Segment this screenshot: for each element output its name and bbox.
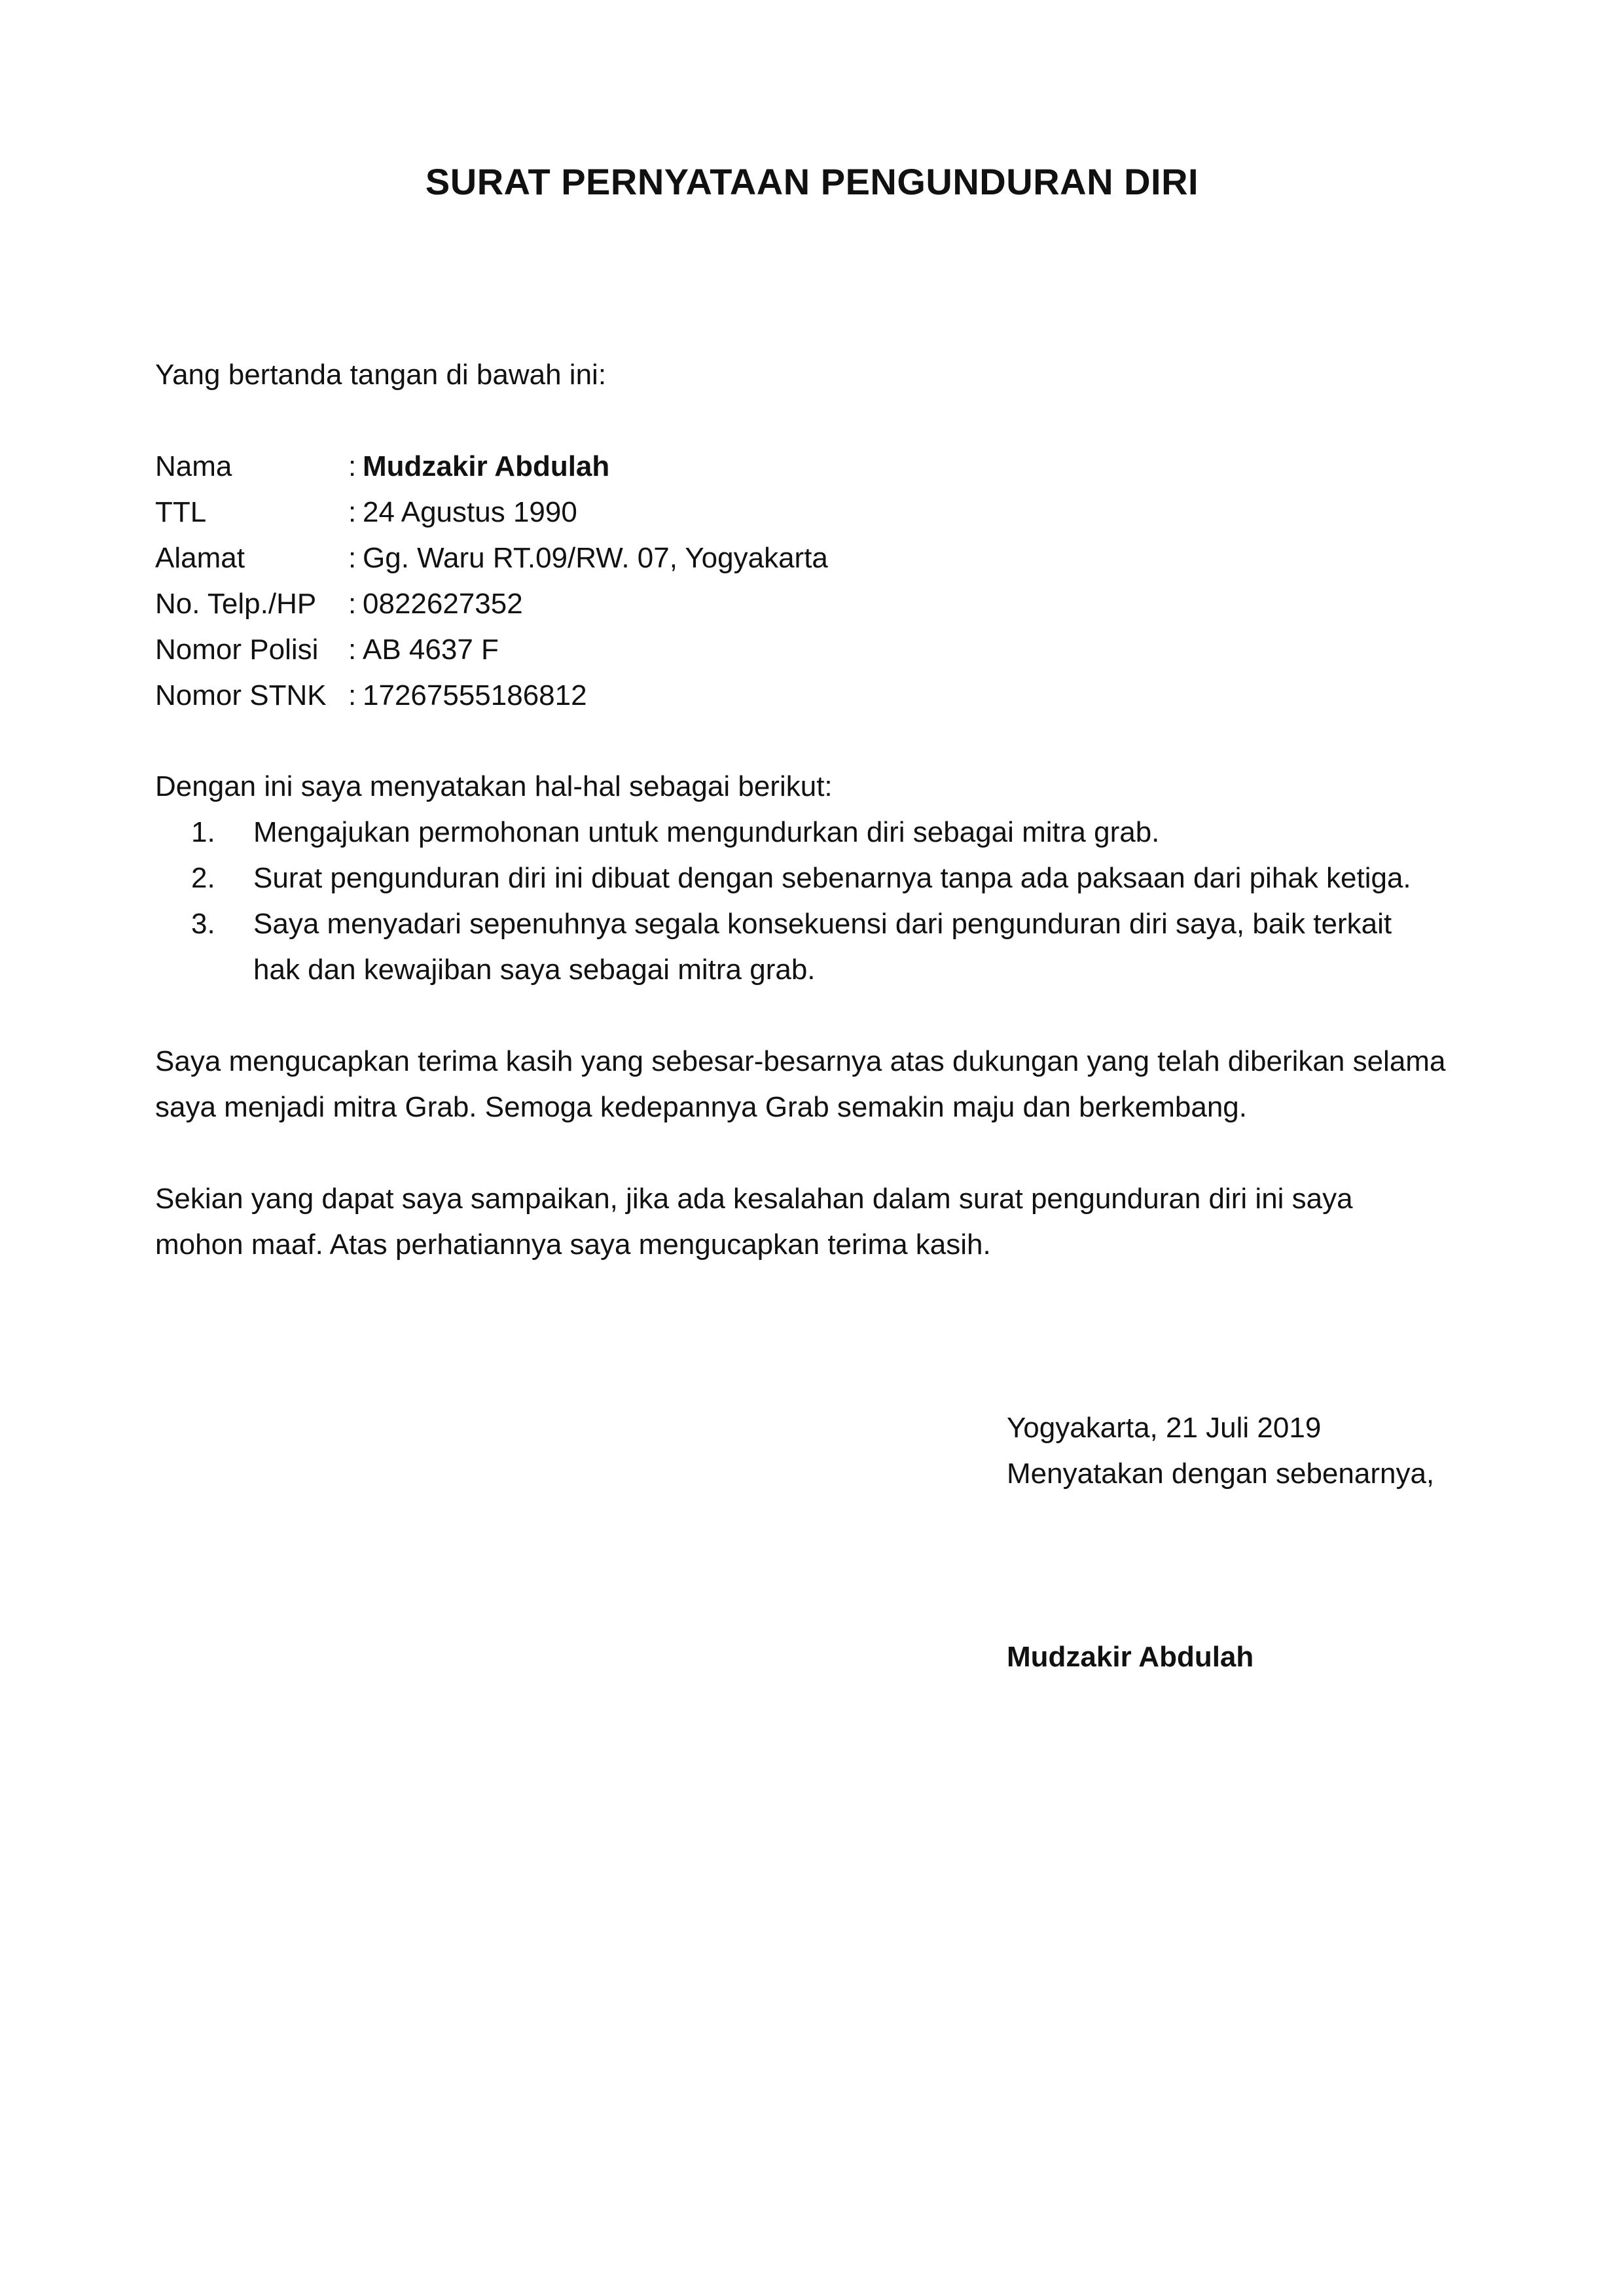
- field-row-nama: [155, 444, 828, 490]
- field-value-name: Mudzakir Abdulah: [363, 450, 610, 482]
- field-value-address: Gg. Waru RT.09/RW. 07, Yogyakarta: [363, 542, 828, 574]
- statements-list: [155, 810, 1553, 993]
- list-item: [155, 810, 1553, 855]
- field-label: Alamat: [155, 542, 245, 574]
- place-date: Yogyakarta, 21 Juli 2019: [1007, 1412, 1322, 1444]
- identity-fields: [155, 444, 828, 719]
- field-row-ttl: [155, 490, 828, 535]
- signature-block: [1007, 1405, 1434, 1497]
- field-label: Nama: [155, 450, 232, 482]
- signer-name: Mudzakir Abdulah: [1007, 1641, 1254, 1673]
- field-label: Nomor Polisi: [155, 634, 319, 666]
- statements-section: [155, 764, 1553, 993]
- field-row-phone: [155, 581, 828, 627]
- declaration-text: Menyatakan dengan sebenarnya,: [1007, 1458, 1435, 1490]
- field-colon: :: [348, 496, 357, 528]
- intro-text: Yang bertanda tangan di bawah ini:: [155, 359, 607, 391]
- thanks-paragraph: Saya mengucapkan terima kasih yang sebesar-besarnya atas dukungan yang telah diberikan selama saya menjadi mitra Grab. Semoga kedepannya Grab semakin maju dan berkembang.: [155, 1045, 1446, 1123]
- field-row-plate: [155, 627, 828, 673]
- field-value-plate: AB 4637 F: [363, 634, 499, 666]
- list-item: [155, 901, 1553, 993]
- field-colon: :: [348, 679, 357, 711]
- field-value-stnk: 17267555186812: [363, 679, 587, 711]
- list-number: 1.: [191, 816, 215, 848]
- field-label: TTL: [155, 496, 207, 528]
- field-value-phone: 0822627352: [363, 588, 523, 620]
- list-number: 3.: [191, 908, 215, 940]
- field-colon: :: [348, 542, 357, 574]
- field-label: No. Telp./HP: [155, 588, 317, 620]
- list-text: Surat pengunduran diri ini dibuat dengan sebenarnya tanpa ada paksaan dari pihak ketiga.: [253, 862, 1411, 894]
- field-colon: :: [348, 450, 357, 482]
- field-colon: :: [348, 634, 357, 666]
- list-text: Mengajukan permohonan untuk mengundurkan diri sebagai mitra grab.: [253, 816, 1160, 848]
- list-text: Saya menyadari sepenuhnya segala konsekuensi dari pengunduran diri saya, baik terkait hak dan kewajiban saya sebagai mitra grab.: [253, 908, 1392, 986]
- document-title: SURAT PERNYATAAN PENGUNDURAN DIRI: [425, 161, 1199, 202]
- field-label: Nomor STNK: [155, 679, 327, 711]
- list-item: [155, 855, 1553, 901]
- field-colon: :: [348, 588, 357, 620]
- field-row-alamat: [155, 535, 828, 581]
- field-value-ttl: 24 Agustus 1990: [363, 496, 577, 528]
- list-number: 2.: [191, 862, 215, 894]
- closing-paragraph: Sekian yang dapat saya sampaikan, jika ada kesalahan dalam surat pengunduran diri ini saya mohon maaf. Atas perhatiannya saya mengucapkan terima kasih.: [155, 1183, 1353, 1261]
- statements-intro: Dengan ini saya menyatakan hal-hal sebagai berikut:: [155, 770, 833, 802]
- field-row-stnk: [155, 673, 828, 719]
